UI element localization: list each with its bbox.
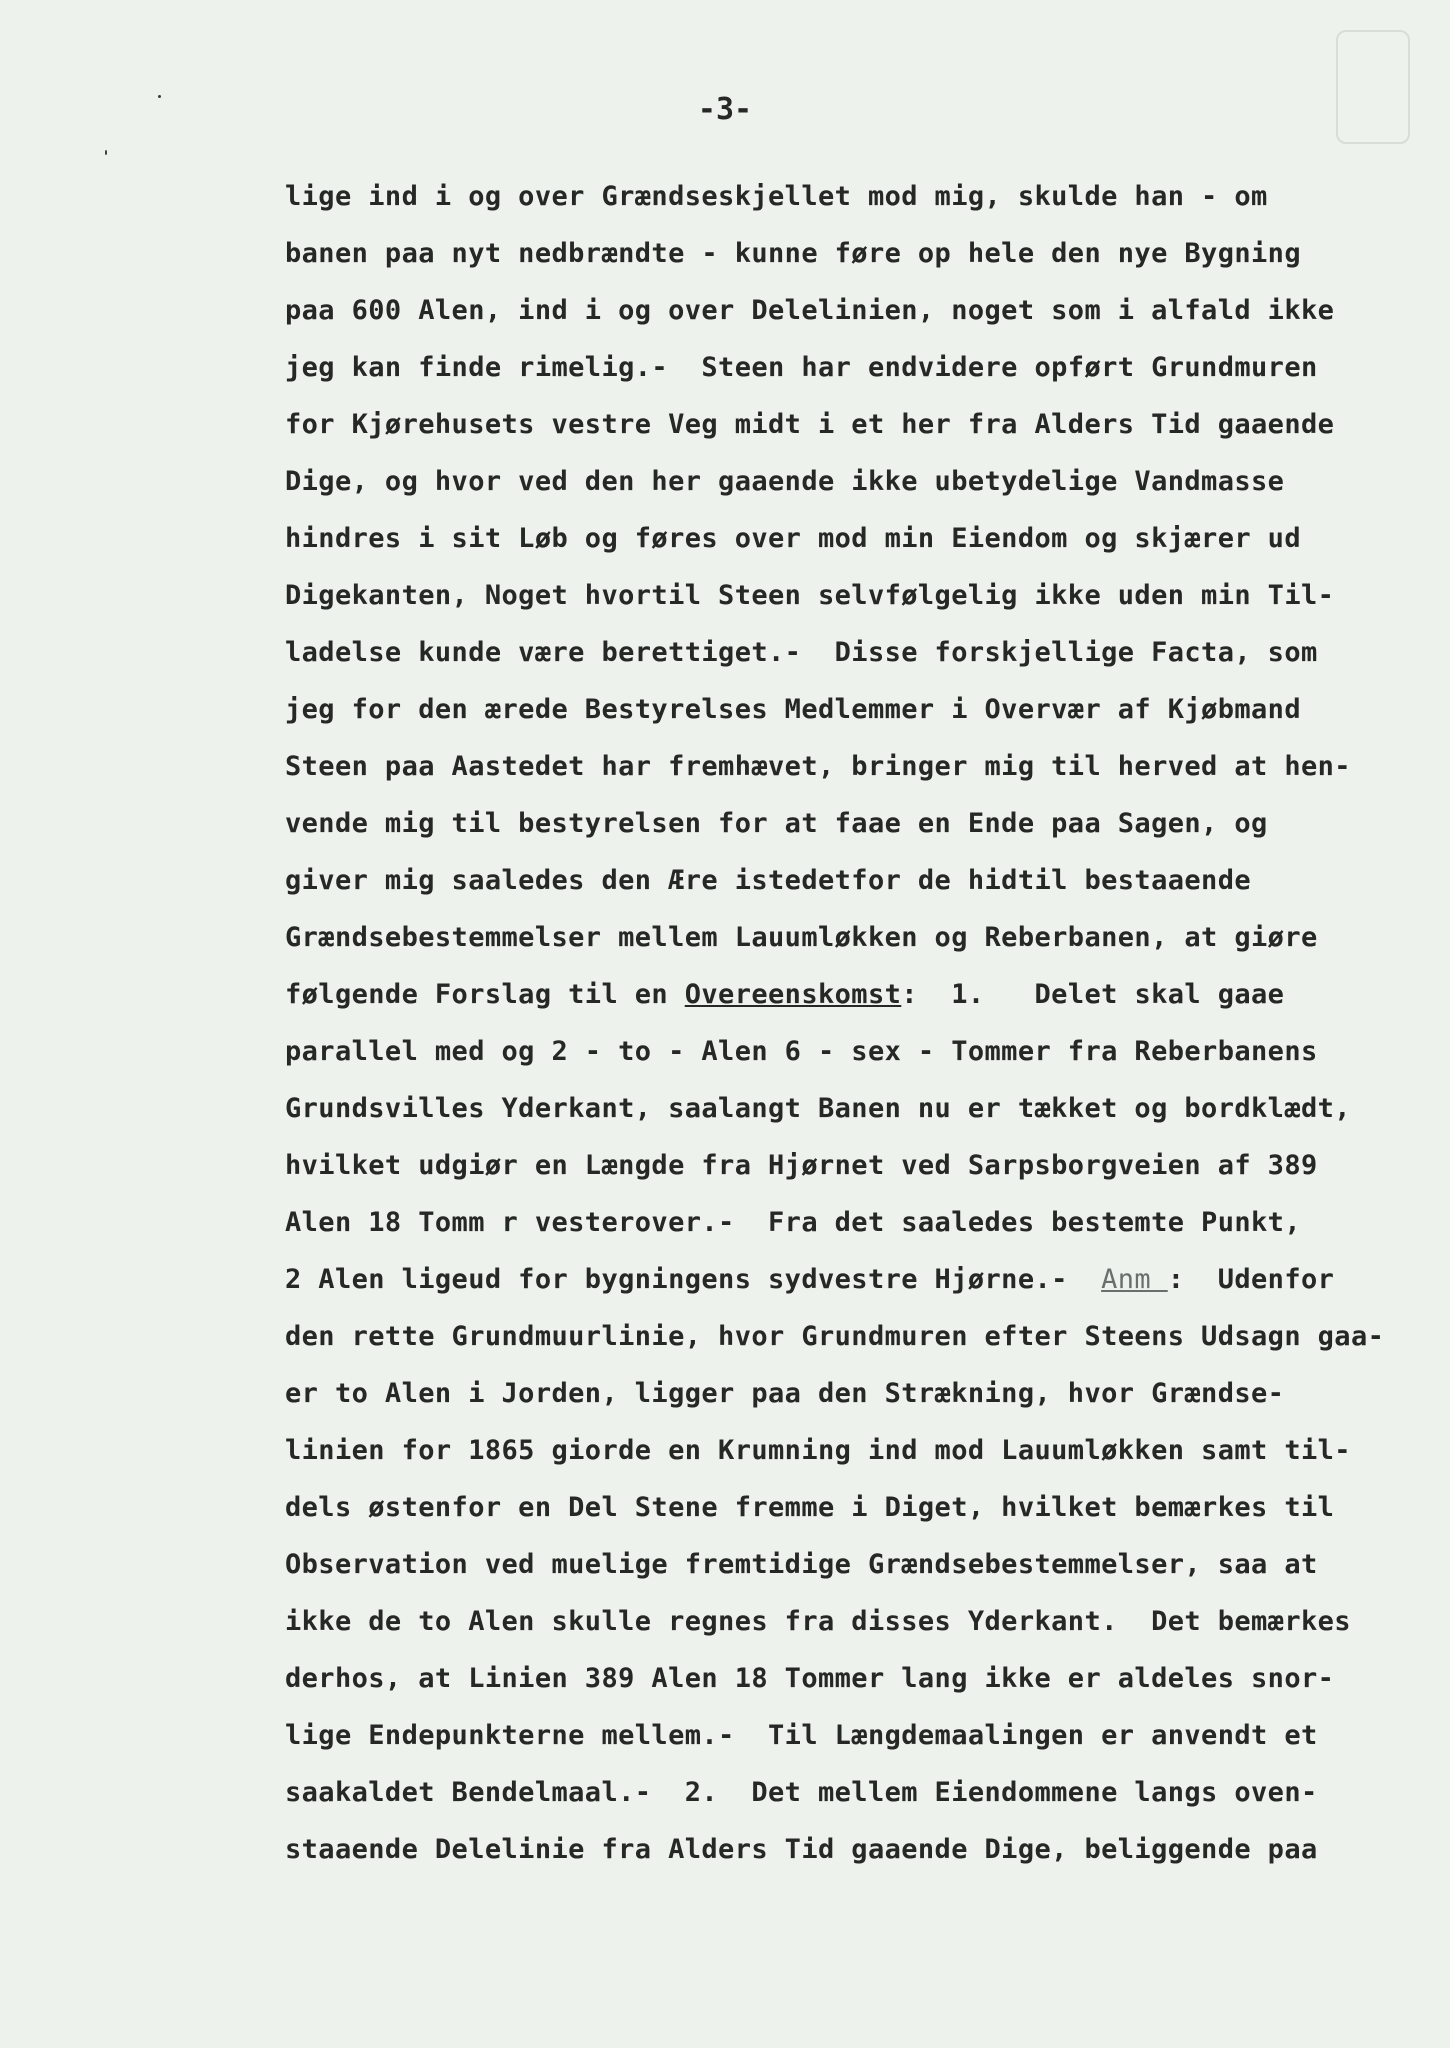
text-line: saakaldet Bendelmaal.- 2. Det mellem Eiendommene langs oven- — [285, 1777, 1318, 1808]
text-line: dels østenfor en Del Stene fremme i Diget, hvilket bemærkes til — [285, 1492, 1335, 1523]
text-line: lige Endepunkterne mellem.- Til Længdemaalingen er anvendt et — [285, 1720, 1318, 1751]
text-line: staaende Delelinie fra Alders Tid gaaende Dige, beliggende paa — [285, 1834, 1318, 1865]
text-line: Observation ved muelige fremtidige Grændsebestemmelser, saa at — [285, 1549, 1318, 1580]
text-line: jeg for den ærede Bestyrelses Medlemmer i Overvær af Kjøbmand — [285, 694, 1301, 725]
underlined-term: Overeenskomst — [684, 979, 902, 1010]
text-segment: følgende Forslag til en — [285, 979, 685, 1010]
text-line: paa 600 Alen, ind i og over Delelinien, noget som i alfald ikke — [285, 295, 1335, 326]
text-line — [285, 966, 1405, 1023]
text-segment: : Udenfor — [1167, 1264, 1335, 1295]
text-line: ladelse kunde være berettiget.- Disse forskjellige Facta, som — [285, 637, 1318, 668]
text-line: lige ind i og over Grændseskjellet mod mig, skulde han - om — [285, 181, 1268, 212]
text-line: hvilket udgiør en Længde fra Hjørnet ved Sarpsborgveien af 389 — [285, 1150, 1318, 1181]
text-line: Alen 18 Tomm r vesterover.- Fra det saaledes bestemte Punkt, — [285, 1207, 1301, 1238]
text-line: giver mig saaledes den Ære istedetfor de hidtil bestaaende — [285, 865, 1252, 896]
text-line: parallel med og 2 - to - Alen 6 - sex - Tommer fra Reberbanens — [285, 1036, 1318, 1067]
text-segment: 2 Alen ligeud for bygningens sydvestre Hjørne.- — [285, 1264, 1102, 1295]
annotation-label: Anm — [1101, 1264, 1168, 1295]
text-line: den rette Grundmuurlinie, hvor Grundmuren efter Steens Udsagn gaa- — [285, 1321, 1385, 1352]
text-line: Grundsvilles Yderkant, saalangt Banen nu er tækket og bordklædt, — [285, 1093, 1351, 1124]
text-line: Steen paa Aastedet har fremhævet, bringer mig til herved at hen- — [285, 751, 1351, 782]
page-number: -3- — [697, 92, 753, 127]
text-line: Grændsebestemmelser mellem Lauumløkken og Reberbanen, at giøre — [285, 922, 1318, 953]
text-line: for Kjørehusets vestre Veg midt i et her fra Alders Tid gaaende — [285, 409, 1335, 440]
text-line: vende mig til bestyrelsen for at faae en Ende paa Sagen, og — [285, 808, 1268, 839]
text-segment: : 1. Delet skal gaae — [901, 979, 1285, 1010]
text-line: Digekanten, Noget hvortil Steen selvfølgelig ikke uden min Til- — [285, 580, 1335, 611]
text-line: derhos, at Linien 389 Alen 18 Tommer lang ikke er aldeles snor- — [285, 1663, 1335, 1694]
text-line: ikke de to Alen skulle regnes fra disses Yderkant. Det bemærkes — [285, 1606, 1351, 1637]
text-line: hindres i sit Løb og føres over mod min Eiendom og skjærer ud — [285, 523, 1301, 554]
text-line: linien for 1865 giorde en Krumning ind mod Lauumløkken samt til- — [285, 1435, 1351, 1466]
text-line — [285, 1251, 1405, 1308]
ink-speck — [105, 150, 107, 155]
text-line: banen paa nyt nedbrændte - kunne føre op hele den nye Bygning — [285, 238, 1301, 269]
typed-text-body — [285, 168, 1405, 1878]
text-line: jeg kan finde rimelig.- Steen har endvidere opført Grundmuren — [285, 352, 1318, 383]
text-line: er to Alen i Jorden, ligger paa den Strækning, hvor Grændse- — [285, 1378, 1285, 1409]
text-line: Dige, og hvor ved den her gaaende ikke ubetydelige Vandmasse — [285, 466, 1285, 497]
